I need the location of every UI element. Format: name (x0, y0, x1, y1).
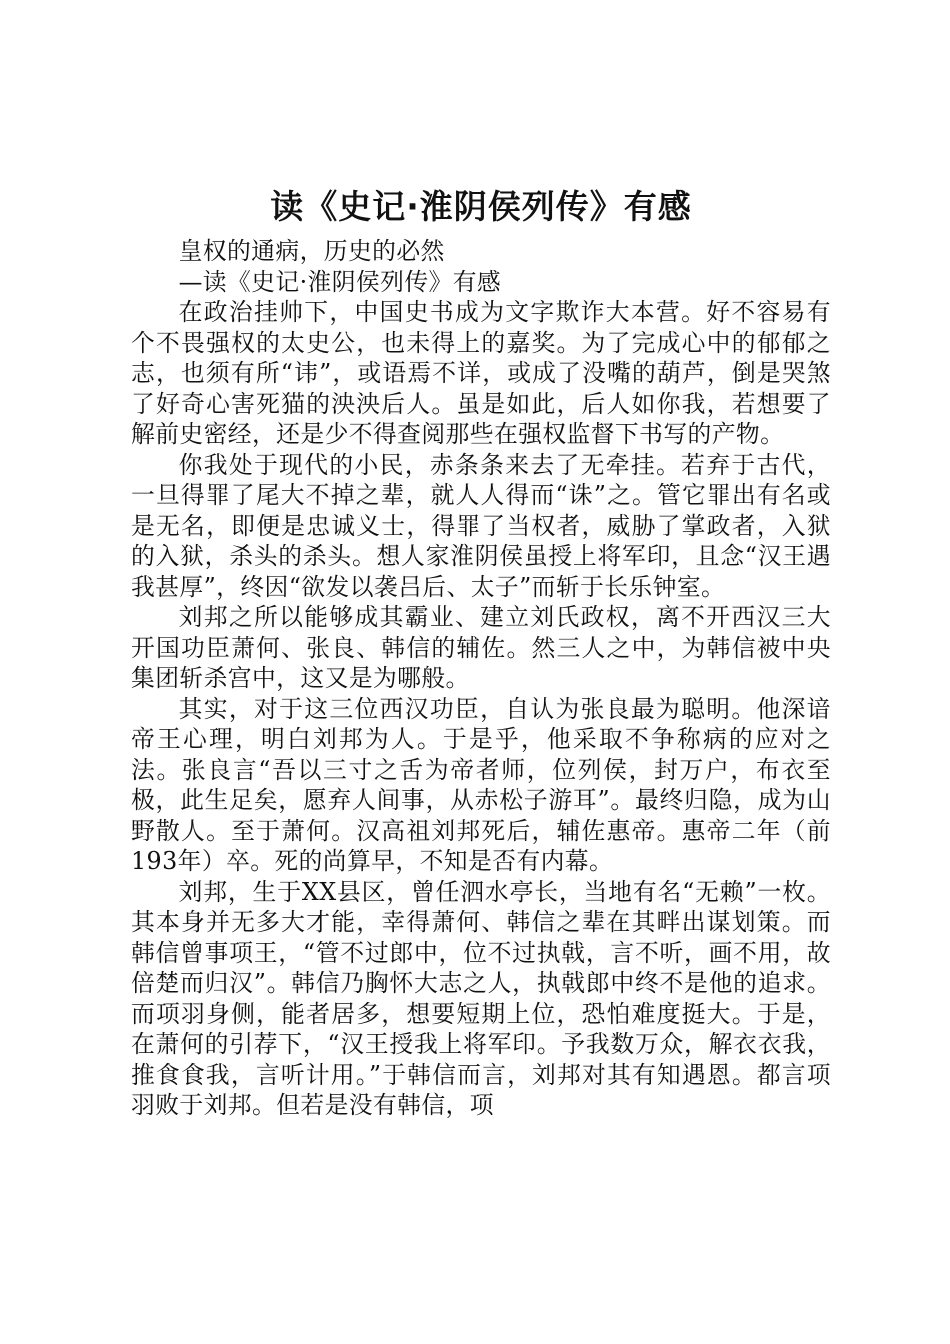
body-paragraph: 你我处于现代的小民，赤条条来去了无牵挂。若弃于古代，一旦得罪了尾大不掉之辈，就人人得而“诛”之。管它罪出有名或是无名，即便是忠诚义士，得罪了当权者，威胁了掌政者，入狱的入狱，杀头的杀头。想人家淮阴侯虽授上将军印，且念“汉王遇我甚厚”，终因“欲发以袭吕后、太子”而斩于长乐钟室。 (131, 450, 831, 601)
document-title: 读《史记·淮阴侯列传》有感 (270, 187, 692, 226)
body-paragraph: 在政治挂帅下，中国史书成为文字欺诈大本营。好不容易有个不畏强权的太史公，也未得上的嘉奖。为了完成心中的郁郁之志，也须有所“讳”，或语焉不详，或成了没嘴的葫芦，倒是哭煞了好奇心害死猫的泱泱后人。虽是如此，后人如你我，若想要了解前史密经，还是少不得查阅那些在强权监督下书写的产物。 (131, 298, 831, 448)
body-paragraph: 其实，对于这三位西汉功臣，自认为张良最为聪明。他深谙帝王心理，明白刘邦为人。于是乎，他采取不争称病的应对之法。张良言“吾以三寸之舌为帝者师，位列侯，封万户，布衣至极，此生足矣，愿弃人间事，从赤松子游耳”。最终归隐，成为山野散人。至于萧何。汉高祖刘邦死后，辅佐惠帝。惠帝二年（前193年）卒。死的尚算早，不知是否有内幕。 (131, 694, 831, 875)
subtitle-line: 皇权的通病，历史的必然 (178, 237, 445, 265)
body-paragraph: 刘邦之所以能够成其霸业、建立刘氏政权，离不开西汉三大开国功臣萧何、张良、韩信的辅佐。然三人之中，为韩信被中央集团斩杀宫中，这又是为哪般。 (131, 603, 831, 692)
body-paragraph: 刘邦，生于XX县区，曾任泗水亭长，当地有名“无赖”一枚。其本身并无多大才能，幸得萧何、韩信之辈在其畔出谋划策。而韩信曾事项王，“管不过郎中，位不过执戟，言不听，画不用，故倍楚而归汉”。韩信乃胸怀大志之人，执戟郎中终不是他的追求。而项羽身侧，能者居多，想要短期上位，恐怕难度挺大。于是，在萧何的引荐下，“汉王授我上将军印。予我数万众，解衣衣我，推食食我，言听计用。”于韩信而言，刘邦对其有知遇恩。都言项羽败于刘邦。但若是没有韩信，项 (131, 877, 831, 1119)
subtitle-source-line: —读《史记·淮阴侯列传》有感 (178, 267, 502, 296)
document-page (131, 182, 831, 1121)
